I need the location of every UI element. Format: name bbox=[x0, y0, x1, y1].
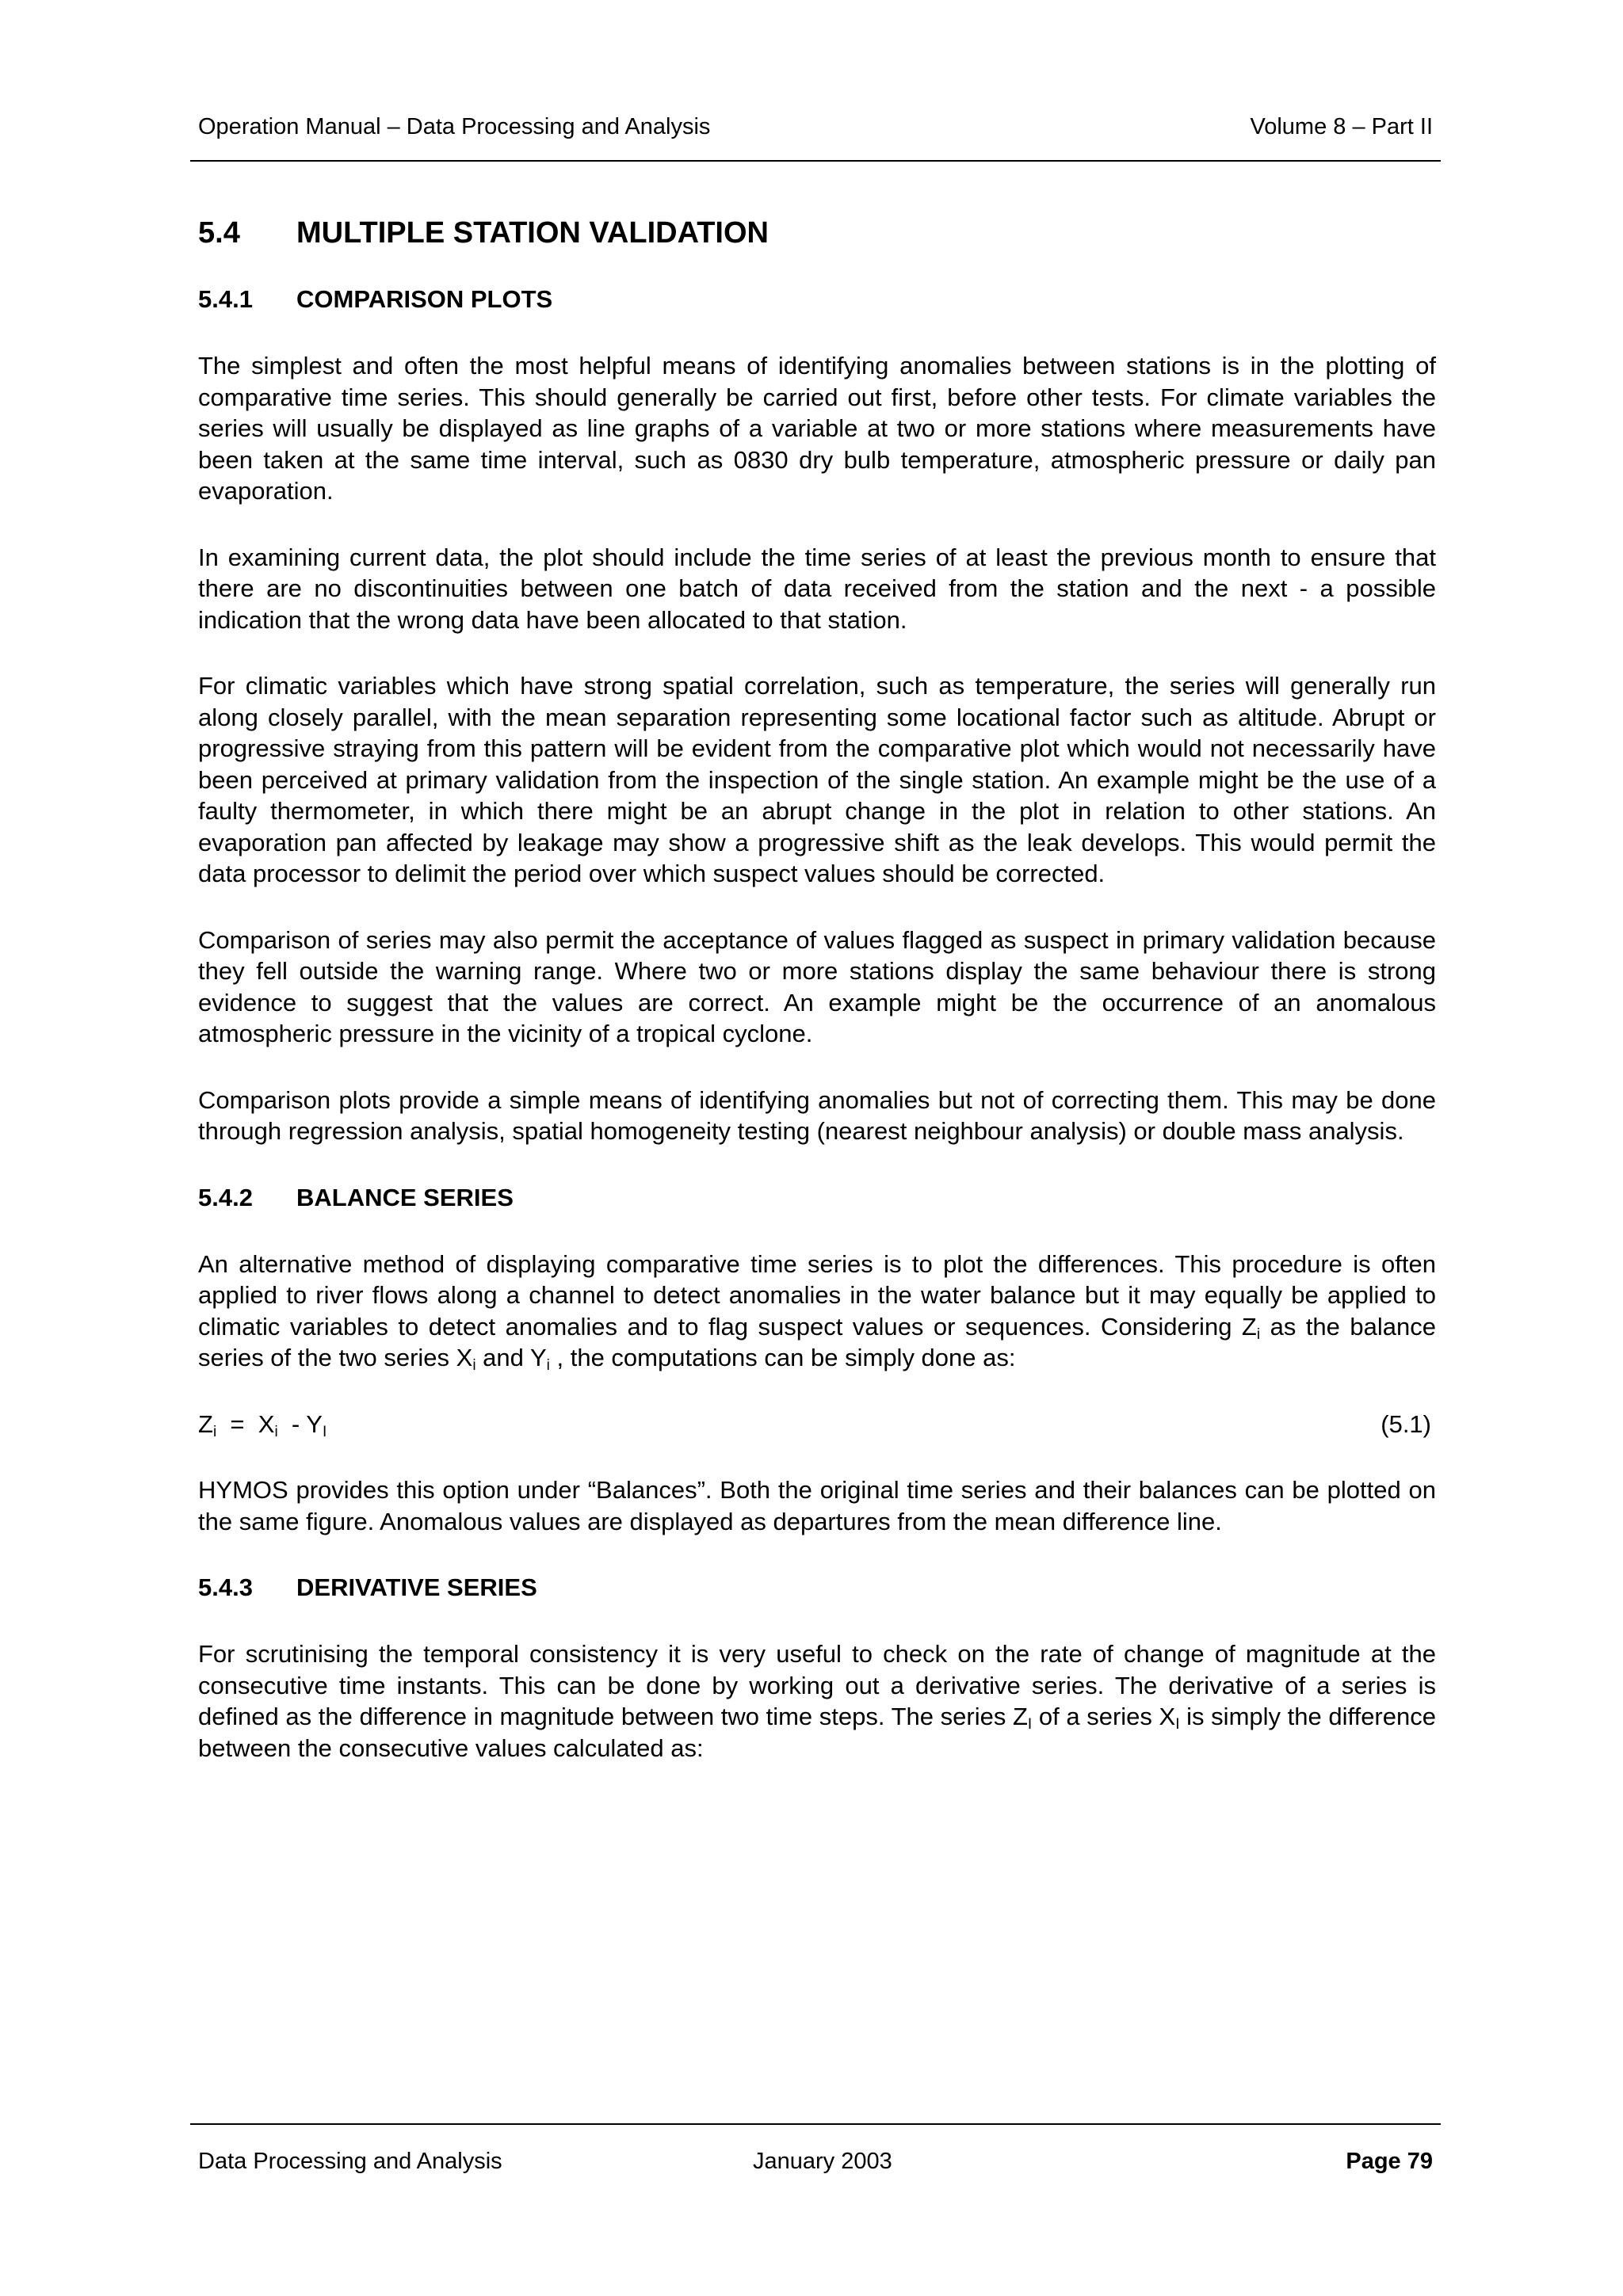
subsection-heading-5-4-3 bbox=[198, 1572, 1436, 1604]
subscript: i bbox=[274, 1423, 278, 1440]
text-run: An alternative method of displaying comparative time series is to plot the differences. This procedure is often applied to river flows along a channel to detect anomalies in the water balance but it may equally be applied to climatic variables to detect anomalies and to flag suspect values or sequences. Considering Z bbox=[198, 1249, 1436, 1341]
subsection-heading-5-4-1 bbox=[198, 284, 1436, 315]
text-run: as the balance series of the two series X bbox=[198, 1312, 1436, 1371]
running-header-title: Operation Manual – Data Processing and Analysis bbox=[198, 114, 711, 139]
paragraph bbox=[198, 1638, 1436, 1764]
paragraph: For climatic variables which have strong spatial correlation, such as temperature, the series will generally run along closely parallel, with the mean separation representing some locational factor such as altitude. Abrupt or progressive straying from this pattern will be evident from the comparative plot which would not necessarily have been perceived at primary validation from the inspection of the single station. An example might be the use of a faulty thermometer, in which there might be an abrupt change in the plot in relation to other stations. An evaporation pan affected by leakage may show a progressive shift as the leak develops. This would permit the data processor to delimit the period over which suspect values should be corrected. bbox=[198, 672, 1436, 887]
eq-operator: = bbox=[230, 1409, 245, 1438]
text-run: and Y bbox=[475, 1344, 547, 1371]
subsection-heading-5-4-2 bbox=[198, 1182, 1436, 1214]
text-run: is simply the difference between the consecutive values calculated as: bbox=[198, 1703, 1436, 1762]
subscript: I bbox=[1175, 1716, 1180, 1733]
subsection-title: COMPARISON PLOTS bbox=[296, 285, 553, 313]
eq-operator: - Y bbox=[291, 1409, 323, 1438]
paragraph: In examining current data, the plot should include the time series of at least the previous month to ensure that there are no discontinuities between one batch of data received from the station and the next - a possible indication that the wrong data have been allocated to that station. bbox=[198, 543, 1436, 634]
subscript: I bbox=[1027, 1716, 1033, 1733]
subsection-number: 5.4.1 bbox=[198, 285, 253, 313]
section-number: 5.4 bbox=[198, 216, 240, 250]
subsection-number: 5.4.3 bbox=[198, 1573, 253, 1601]
equation-5-1 bbox=[198, 1409, 1436, 1440]
footer-rule bbox=[190, 2123, 1441, 2125]
subsection-title: DERIVATIVE SERIES bbox=[296, 1573, 537, 1601]
paragraph: Comparison of series may also permit the acceptance of values flagged as suspect in primary validation because they fell outside the warning range. Where two or more stations display the same behaviour there is strong evidence to suggest that the values are correct. An example might be the occurrence of an anomalous atmospheric pressure in the vicinity of a tropical cyclone. bbox=[198, 925, 1436, 1047]
section-heading bbox=[198, 212, 1436, 254]
paragraph bbox=[198, 1249, 1436, 1374]
section-title: MULTIPLE STATION VALIDATION bbox=[296, 216, 769, 250]
page-content bbox=[198, 212, 1436, 1764]
subscript: i bbox=[546, 1357, 550, 1374]
subsection-number: 5.4.2 bbox=[198, 1183, 253, 1211]
text-run: , the computations can be simply done as: bbox=[549, 1344, 1016, 1371]
subscript: I bbox=[322, 1423, 327, 1440]
subscript: i bbox=[472, 1357, 476, 1374]
paragraph: HYMOS provides this option under “Balances”. Both the original time series and their balances can be plotted on the same figure. Anomalous values are displayed as departures from the mean difference line. bbox=[198, 1476, 1436, 1535]
paragraph: Comparison plots provide a simple means of identifying anomalies but not of correcting them. This may be done through regression analysis, spatial homogeneity testing (nearest neighbour analysis) or double mass analysis. bbox=[198, 1085, 1436, 1145]
equation-number: (5.1) bbox=[1381, 1409, 1431, 1438]
subscript: i bbox=[1256, 1325, 1261, 1343]
paragraph: The simplest and often the most helpful means of identifying anomalies between stations is in the plotting of comparative time series. This should generally be carried out first, before other tests. For climate variables the series will usually be displayed as line graphs of a variable at two or more stations where measurements have been taken at the same time interval, such as 0830 dry bulb temperature, atmospheric pressure or daily pan evaporation. bbox=[198, 352, 1436, 505]
eq-symbol: Z bbox=[198, 1409, 213, 1438]
subscript: i bbox=[212, 1423, 217, 1440]
running-header-volume: Volume 8 – Part II bbox=[1250, 114, 1433, 139]
footer-date: January 2003 bbox=[753, 2149, 892, 2174]
page-number: Page 79 bbox=[1346, 2149, 1433, 2174]
text-run: For scrutinising the temporal consistency it is very useful to check on the rate of change of magnitude at the consecutive time instants. This can be done by working out a derivative series. The derivative of a series is defined as the difference in magnitude between two time steps. The series Z bbox=[198, 1640, 1436, 1730]
eq-symbol: X bbox=[258, 1409, 275, 1438]
footer-title: Data Processing and Analysis bbox=[198, 2149, 502, 2174]
equation-body bbox=[198, 1409, 327, 1440]
text-run: of a series X bbox=[1032, 1703, 1176, 1730]
header-rule bbox=[190, 160, 1441, 162]
subsection-title: BALANCE SERIES bbox=[296, 1183, 514, 1211]
